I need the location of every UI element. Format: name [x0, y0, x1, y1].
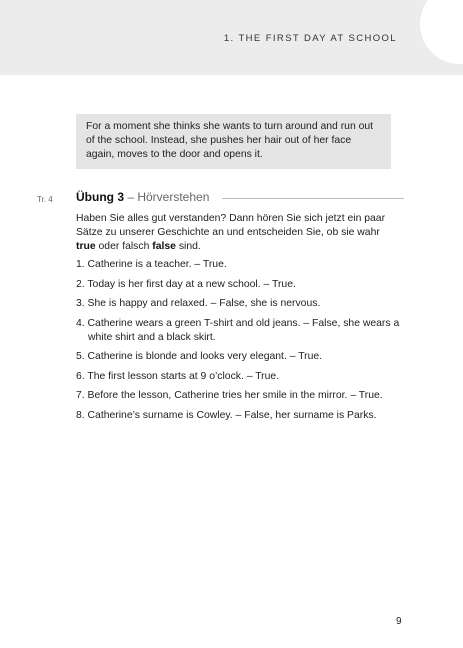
answer-item-5: 5. Catherine is blonde and looks very elegant. – True.: [76, 351, 323, 362]
exercise-number: Übung 3: [76, 190, 124, 204]
exercise-subtitle: – Hörverstehen: [124, 190, 210, 204]
exercise-instructions: [76, 212, 401, 254]
answer-item-3: 3. She is happy and relaxed. – False, she is nervous.: [76, 298, 321, 309]
quote-text: For a moment she thinks she wants to turn around and run out of the school. Instead, she pushes her hair out of her face again, moves to the door and opens it.: [86, 121, 374, 160]
running-title: 1. THE FIRST DAY AT SCHOOL: [223, 33, 397, 44]
page-number: 9: [396, 616, 402, 627]
instructions-text-2: oder falsch: [95, 241, 153, 252]
instructions-text-3: sind.: [175, 241, 201, 252]
track-label: Tr. 4: [37, 195, 53, 204]
answer-list: [76, 258, 406, 428]
instructions-text-1: Haben Sie alles gut verstanden? Dann hören Sie sich jetzt ein paar Sätze zu unserer Geschichte an und entscheiden Sie, ob sie wahr: [76, 213, 386, 238]
answer-item-2: 2. Today is her first day at a new school. – True.: [76, 278, 296, 290]
false-word: false: [152, 241, 176, 252]
true-word: true: [76, 241, 96, 252]
answer-item-7: 7. Before the lesson, Catherine tries her smile in the mirror. – True.: [76, 390, 383, 401]
answer-item-4: 4. Catherine wears a green T-shirt and old jeans. – False, she wears a white shirt and a black skirt.: [76, 317, 400, 343]
title-divider: [222, 198, 404, 199]
quote-box: [76, 114, 391, 169]
answer-item-8: 8. Catherine’s surname is Cowley. – False, her surname is Parks.: [76, 409, 377, 421]
answer-item-1: 1. Catherine is a teacher. – True.: [76, 259, 227, 270]
answer-item-6: 6. The first lesson starts at 9 o’clock. – True.: [76, 370, 280, 382]
exercise-title: [76, 190, 209, 204]
